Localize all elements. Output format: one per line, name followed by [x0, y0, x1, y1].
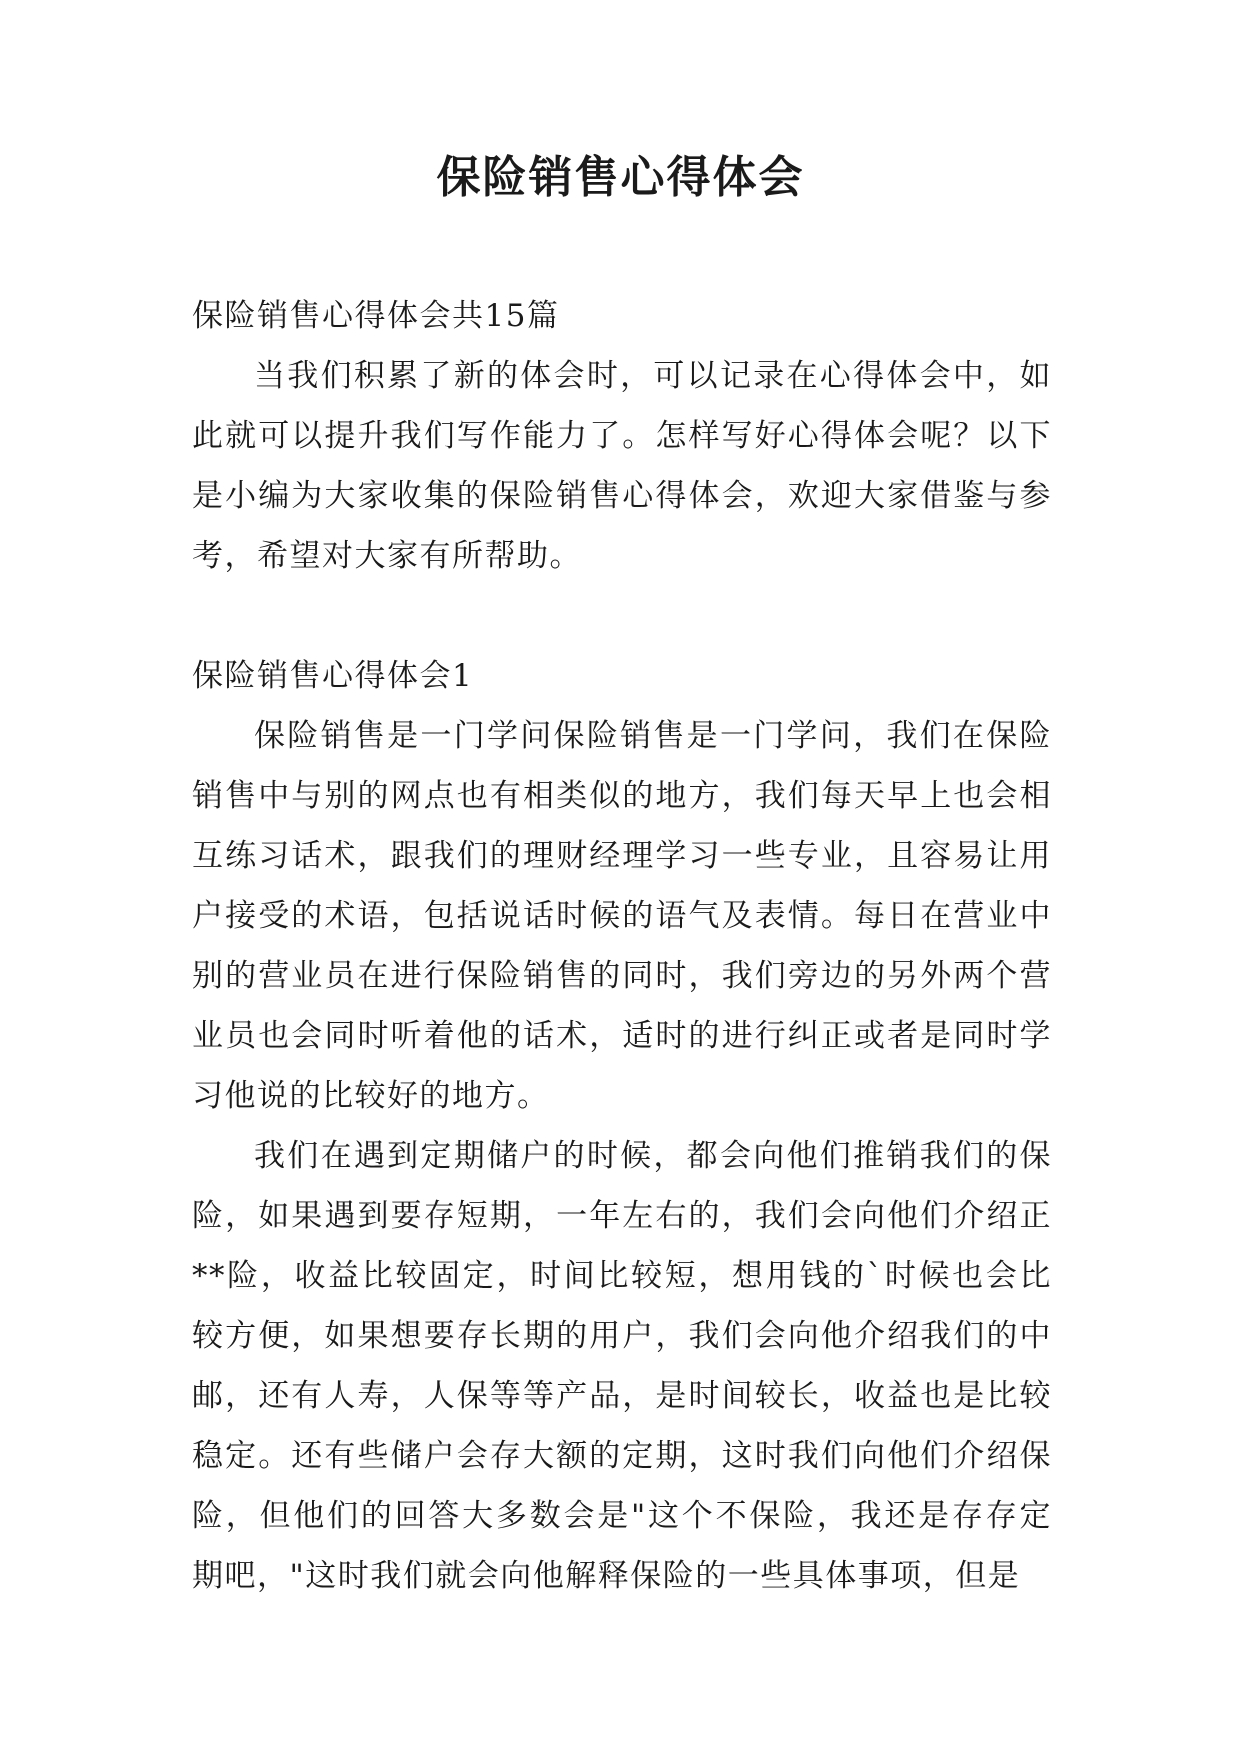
document-body: [192, 286, 1052, 1606]
section-heading: 保险销售心得体会1: [192, 658, 474, 694]
intro-paragraph: 当我们积累了新的体会时，可以记录在心得体会中，如此就可以提升我们写作能力了。怎样写好心得体会呢？以下是小编为大家收集的保险销售心得体会，欢迎大家借鉴与参考，希望对大家有所帮助。: [192, 358, 1052, 574]
body-paragraph: 保险销售是一门学问保险销售是一门学问，我们在保险销售中与别的网点也有相类似的地方，我们每天早上也会相互练习话术，跟我们的理财经理学习一些专业，且容易让用户接受的术语，包括说话时候的语气及表情。每日在营业中别的营业员在进行保险销售的同时，我们旁边的另外两个营业员也会同时听着他的话术，适时的进行纠正或者是同时学习他说的比较好的地方。: [192, 718, 1052, 1114]
section-spacer: [192, 586, 1052, 646]
collection-subtitle: 保险销售心得体会共15篇: [192, 298, 560, 334]
body-paragraph: 我们在遇到定期储户的时候，都会向他们推销我们的保险，如果遇到要存短期，一年左右的，我们会向他们介绍正**险，收益比较固定，时间比较短，想用钱的`时候也会比较方便，如果想要存长期的用户，我们会向他介绍我们的中邮，还有人寿，人保等等产品，是时间较长，收益也是比较稳定。还有些储户会存大额的定期，这时我们向他们介绍保险，但他们的回答大多数会是"这个不保险，我还是存存定期吧，"这时我们就会向他解释保险的一些具体事项，但是: [192, 1138, 1052, 1594]
document-title: 保险销售心得体会: [436, 152, 805, 203]
